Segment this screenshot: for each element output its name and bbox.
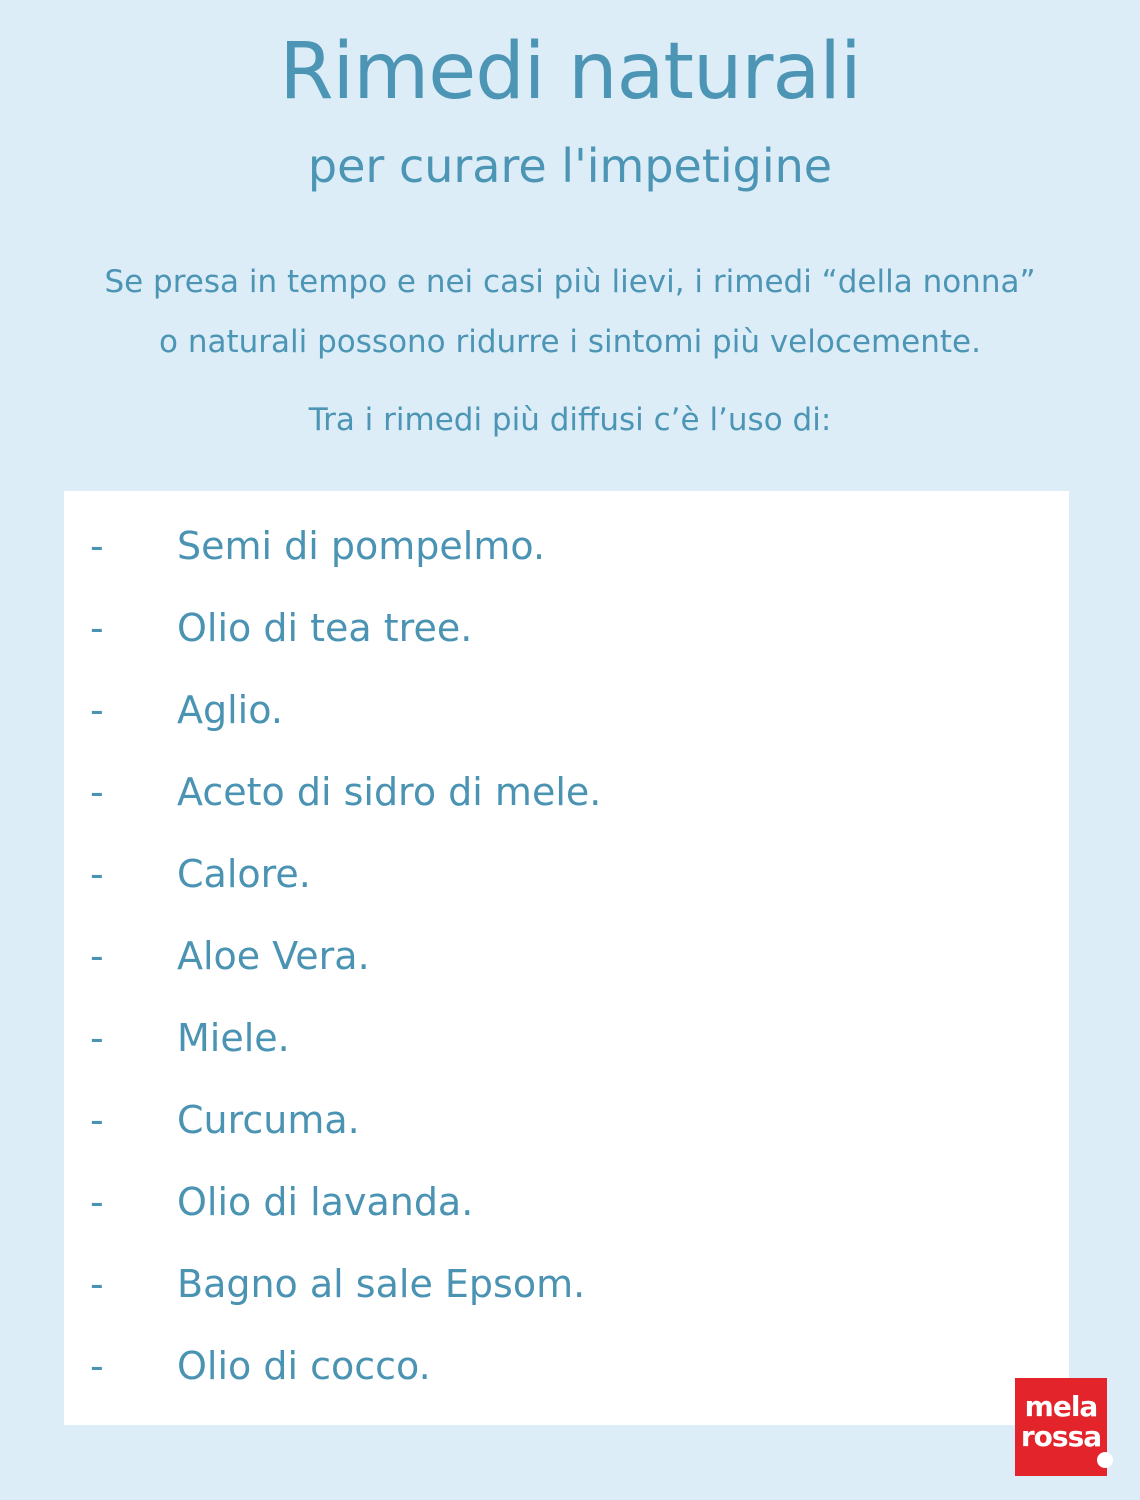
list-item-text: Aglio. [177, 688, 283, 732]
list-item [64, 1079, 1069, 1161]
list-item-text: Bagno al sale Epsom. [177, 1262, 586, 1306]
list-item-text: Olio di tea tree. [177, 606, 473, 650]
list-item [64, 587, 1069, 669]
logo-text-line-1: mela [1024, 1390, 1098, 1423]
page-subtitle: per curare l'impetigine [307, 139, 833, 193]
list-item [64, 751, 1069, 833]
list-item [64, 1325, 1069, 1407]
list-item [64, 505, 1069, 587]
list-item [64, 915, 1069, 997]
remedies-list [64, 505, 1069, 1407]
melarossa-logo [1015, 1378, 1107, 1476]
dash-bullet: - [90, 1180, 104, 1224]
list-item [64, 833, 1069, 915]
dash-bullet: - [90, 1016, 104, 1060]
intro-paragraph [0, 252, 1140, 372]
dash-bullet: - [90, 1098, 104, 1142]
dash-bullet: - [90, 688, 104, 732]
dash-bullet: - [90, 934, 104, 978]
list-item-text: Olio di cocco. [177, 1344, 431, 1388]
dash-bullet: - [90, 770, 104, 814]
list-item-text: Aceto di sidro di mele. [177, 770, 602, 814]
apple-icon [1097, 1452, 1113, 1468]
dash-bullet: - [90, 852, 104, 896]
intro-line-1: Se presa in tempo e nei casi più lievi, i rimedi “della nonna” [104, 264, 1036, 300]
dash-bullet: - [90, 524, 104, 568]
list-item [64, 669, 1069, 751]
page-title: Rimedi naturali [279, 27, 861, 117]
list-item-text: Olio di lavanda. [177, 1180, 474, 1224]
dash-bullet: - [90, 606, 104, 650]
list-item-text: Calore. [177, 852, 311, 896]
list-item-text: Miele. [177, 1016, 290, 1060]
remedies-card [64, 491, 1069, 1425]
list-lead: Tra i rimedi più diffusi c’è l’uso di: [308, 402, 832, 438]
list-item-text: Semi di pompelmo. [177, 524, 546, 568]
intro-line-2: o naturali possono ridurre i sintomi più velocemente. [159, 324, 981, 360]
list-item [64, 1161, 1069, 1243]
list-item [64, 997, 1069, 1079]
list-item-text: Aloe Vera. [177, 934, 370, 978]
dash-bullet: - [90, 1344, 104, 1388]
logo-text-line-2: rossa [1020, 1420, 1102, 1453]
list-item-text: Curcuma. [177, 1098, 360, 1142]
dash-bullet: - [90, 1262, 104, 1306]
list-item [64, 1243, 1069, 1325]
